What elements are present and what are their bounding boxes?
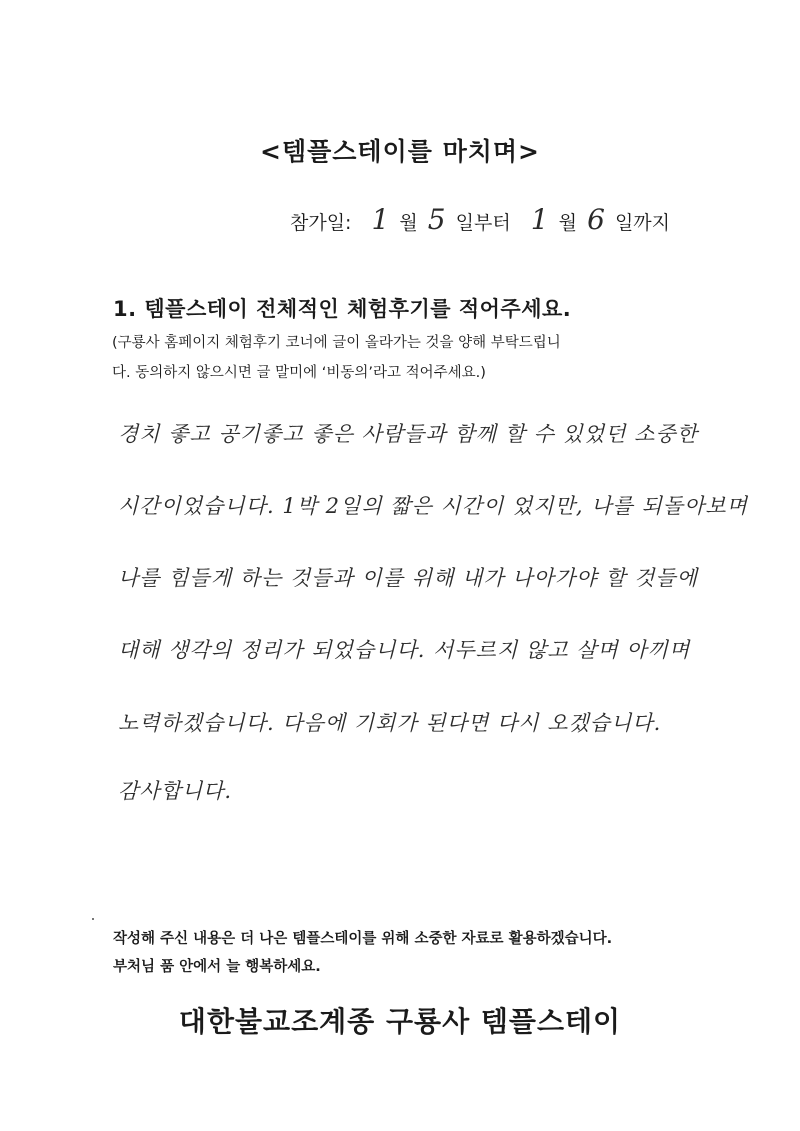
question-note-line: (구룡사 홈페이지 체험후기 코너에 글이 올라가는 것을 양해 부탁드립니: [112, 335, 561, 351]
until-label: 일까지: [614, 212, 670, 234]
from-label: 일부터: [455, 212, 511, 234]
handwritten-answer-line: 경치 좋고 공기좋고 좋은 사람들과 함께 할 수 있었던 소중한: [118, 422, 698, 446]
handwritten-answer-line: 나를 힘들게 하는 것들과 이를 위해 내가 나아가야 할 것들에: [118, 566, 698, 590]
start-month-value: 1: [371, 203, 390, 236]
handwritten-answer-line: 노력하겠습니다. 다음에 기회가 된다면 다시 오겠습니다.: [118, 711, 662, 735]
end-month-value: 1: [530, 203, 549, 236]
temple-name: 대한불교조계종 구룡사 템플스테이: [178, 1005, 622, 1038]
handwritten-answer-line: 대해 생각의 정리가 되었습니다. 서두르지 않고 살며 아끼며: [118, 638, 691, 662]
question-note-line: 다. 동의하지 않으시면 글 말미에 ‘비동의’라고 적어주세요.): [112, 365, 486, 381]
end-day-value: 6: [587, 203, 605, 236]
start-day-value: 5: [427, 203, 446, 236]
footer-blessing-line: 부처님 품 안에서 늘 행복하세요.: [113, 959, 321, 975]
page-title: <템플스테이를 마치며>: [260, 137, 540, 166]
participation-label: 참가일:: [290, 212, 352, 234]
scan-speck: [92, 918, 94, 920]
month-unit-label: 월: [399, 212, 418, 234]
handwritten-answer-line: 감사합니다.: [118, 779, 233, 803]
handwritten-answer-line: 시간이었습니다. 1박 2일의 짧은 시간이 었지만, 나를 되돌아보며: [118, 494, 748, 518]
footer-notice-line: 작성해 주신 내용은 더 나은 템플스테이를 위해 소중한 자료로 활용하겠습니다.: [113, 931, 613, 947]
question-title: 1. 템플스테이 전체적인 체험후기를 적어주세요.: [113, 297, 572, 321]
month-unit-label: 월: [558, 212, 578, 234]
participation-date-row: [290, 203, 670, 236]
